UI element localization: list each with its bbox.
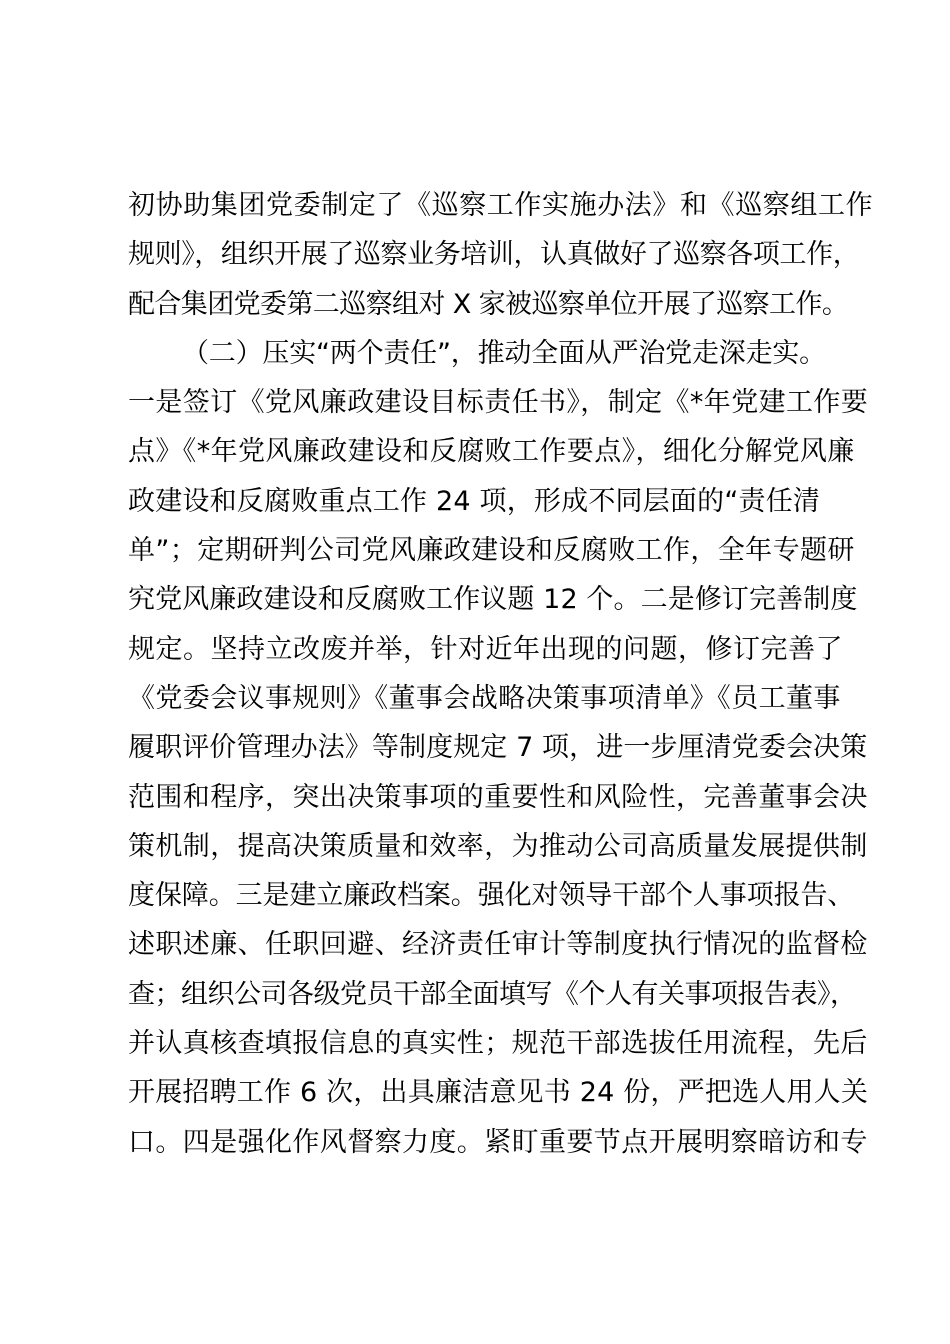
- text-line-15: 度保障。三是建立廉政档案。强化对领导干部个人事项报告、: [128, 880, 855, 912]
- text-line-13: 范围和程序，突出决策事项的重要性和风险性，完善董事会决: [128, 781, 868, 813]
- text-line-10: 规定。坚持立改废并举，针对近年出现的问题，修订完善了: [128, 633, 843, 665]
- text-line-11: 《党委会议事规则》《董事会战略决策事项清单》《员工董事: [128, 682, 841, 714]
- text-line-1: 初协助集团党委制定了《巡察工作实施办法》和《巡察组工作: [128, 190, 874, 221]
- text-line-9: 究党风廉政建设和反腐败工作议题 12 个。二是修订完善制度: [128, 584, 858, 616]
- section-heading-line: （二）压实“两个责任”，推动全面从严治党走深走实。: [182, 337, 826, 369]
- text-line-12: 履职评价管理办法》等制度规定 7 项，进一步厘清党委会决策: [128, 732, 868, 764]
- text-line-19: 开展招聘工作 6 次，出具廉洁意见书 24 份，严把选人用人关: [128, 1077, 869, 1109]
- text-line-8: 单”；定期研判公司党风廉政建设和反腐败工作，全年专题研: [128, 535, 855, 567]
- text-line-3: 配合集团党委第二巡察组对 X 家被巡察单位开展了巡察工作。: [128, 288, 849, 320]
- text-line-20: 口。四是强化作风督察力度。紧盯重要节点开展明察暗访和专: [128, 1126, 868, 1158]
- text-line-18: 并认真核查填报信息的真实性；规范干部选拔任用流程，先后: [128, 1028, 868, 1060]
- text-line-14: 策机制，提高决策质量和效率，为推动公司高质量发展提供制: [128, 830, 868, 862]
- text-line-5: 一是签订《党风廉政建设目标责任书》，制定《*年党建工作要: [128, 387, 869, 419]
- text-line-7: 政建设和反腐败重点工作 24 项，形成不同层面的“责任清: [128, 485, 821, 517]
- text-line-16: 述职述廉、任职回避、经济责任审计等制度执行情况的监督检: [128, 929, 868, 961]
- text-line-17: 查；组织公司各级党员干部全面填写《个人有关事项报告表》，: [128, 978, 857, 1010]
- text-line-2: 规则》，组织开展了巡察业务培训，认真做好了巡察各项工作，: [128, 239, 860, 271]
- body-text: [128, 181, 874, 1167]
- text-line-6: 点》《*年党风廉政建设和反腐败工作要点》，细化分解党风廉: [128, 436, 855, 468]
